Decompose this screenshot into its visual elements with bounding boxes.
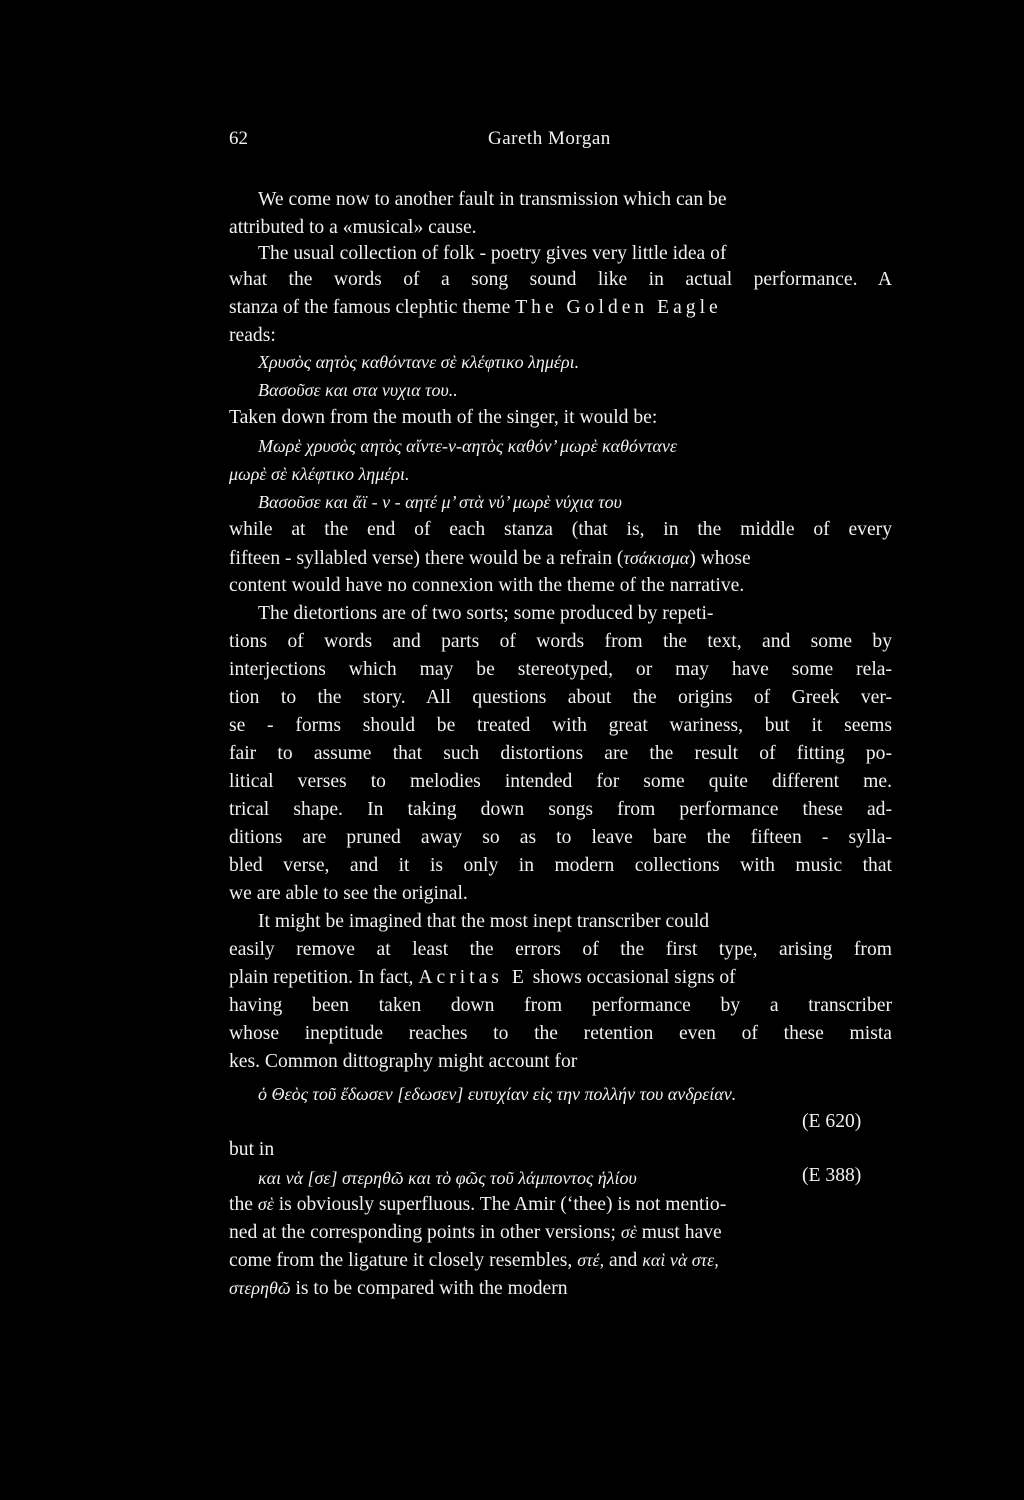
- text-line: but in: [229, 1139, 275, 1160]
- greek-word: στερηθῶ: [229, 1278, 291, 1298]
- text-line: what the words of a song sound like in actual performance. A: [229, 269, 892, 290]
- text-span: shows occasional signs of: [527, 967, 736, 988]
- spaced-title: The Golden Eagle: [515, 297, 722, 318]
- line-reference: (E 620): [802, 1111, 862, 1132]
- text-span: the: [229, 1194, 258, 1215]
- text-line: [229, 296, 722, 320]
- text-span: fifteen - syllabled verse) there would be a refrain (: [229, 548, 624, 569]
- greek-verse: Βασοῦσε και ἄϊ - ν - αητέ μ’ στὰ νύ’ μωρὲ νύχια του: [258, 492, 622, 512]
- text-line: [229, 546, 751, 571]
- text-span: is to be compared with the modern: [290, 1278, 568, 1299]
- page-number: 62: [229, 128, 248, 149]
- text-span: come from the ligature it closely resembles,: [229, 1250, 578, 1271]
- text-line: tion to the story. All questions about the origins of Greek ver-: [229, 687, 892, 708]
- text-span: stanza of the famous clephtic theme: [229, 297, 516, 318]
- text-line: while at the end of each stanza (that is, in the middle of every: [229, 519, 892, 540]
- text-line: [229, 1220, 722, 1245]
- text-line: fair to assume that such distortions are the result of fitting po-: [229, 743, 892, 764]
- text-line: reads:: [229, 325, 276, 346]
- text-span: and: [604, 1250, 643, 1271]
- text-line: litical verses to melodies intended for some quite different me.: [229, 771, 892, 792]
- text-line: bled verse, and it is only in modern collections with music that: [229, 855, 892, 876]
- text-line: [229, 1248, 719, 1273]
- greek-word: καὶ νὰ στε,: [642, 1250, 719, 1270]
- text-line: [229, 1192, 726, 1217]
- text-span: ) whose: [689, 548, 751, 569]
- greek-verse: και νὰ [σε] στερηθῶ και τὸ φῶς τοῦ λάμποντος ἡλίου: [258, 1168, 637, 1188]
- greek-verse: μωρὲ σὲ κλέφτικο λημέρι.: [229, 464, 410, 484]
- greek-verse: ὁ Θεὸς τοῦ ἔδωσεν [εδωσεν] ευτυχίαν εἰς την πολλήν του ανδρείαν.: [258, 1084, 737, 1104]
- text-span: must have: [636, 1222, 722, 1243]
- text-line: tions of words and parts of words from the text, and some by: [229, 631, 892, 652]
- greek-word: τσάκισμα: [623, 548, 690, 568]
- text-line: [229, 1276, 568, 1301]
- text-line: Taken down from the mouth of the singer, it would be:: [229, 407, 658, 428]
- text-line: kes. Common dittography might account for: [229, 1051, 578, 1072]
- text-line: It might be imagined that the most inept transcriber could: [258, 911, 710, 932]
- text-span: is obviously superfluous. The Amir (‘thee) is not mentio-: [273, 1194, 727, 1215]
- greek-word: στέ,: [577, 1250, 605, 1270]
- text-line: [229, 966, 736, 990]
- text-span: plain repetition. In fact,: [229, 967, 419, 988]
- greek-verse: Βασοῦσε και στα νυχια του..: [258, 380, 458, 400]
- greek-verse: Μωρὲ χρυσὸς αητὸς αἴντε-ν-αητὸς καθόν’ μωρὲ καθόντανε: [258, 436, 677, 456]
- spaced-title: Acritas E: [418, 967, 528, 988]
- greek-word: σὲ: [257, 1194, 274, 1214]
- greek-word: σὲ: [620, 1222, 637, 1242]
- text-line: se - forms should be treated with great wariness, but it seems: [229, 715, 892, 736]
- running-head-author: Gareth Morgan: [488, 128, 611, 149]
- text-line: easily remove at least the errors of the first type, arising from: [229, 939, 892, 960]
- text-line: content would have no connexion with the theme of the narrative.: [229, 575, 745, 596]
- text-span: ned at the corresponding points in other versions;: [229, 1222, 621, 1243]
- text-line: The dietortions are of two sorts; some produced by repeti-: [258, 603, 714, 624]
- text-line: attributed to a «musical» cause.: [229, 217, 477, 238]
- text-line: interjections which may be stereotyped, or may have some rela-: [229, 659, 892, 680]
- text-line: ditions are pruned away so as to leave bare the fifteen - sylla-: [229, 827, 892, 848]
- text-line: The usual collection of folk - poetry gives very little idea of: [258, 243, 727, 264]
- text-line: having been taken down from performance by a transcriber: [229, 995, 892, 1016]
- text-line: we are able to see the original.: [229, 883, 468, 904]
- greek-verse: Χρυσὸς αητὸς καθόντανε σὲ κλέφτικο λημέρι.: [258, 352, 580, 372]
- text-line: We come now to another fault in transmission which can be: [258, 189, 727, 210]
- running-header: [229, 128, 892, 158]
- text-line: trical shape. In taking down songs from performance these ad-: [229, 799, 892, 820]
- line-reference: (E 388): [802, 1165, 862, 1186]
- text-line: whose ineptitude reaches to the retention even of these mista: [229, 1023, 892, 1044]
